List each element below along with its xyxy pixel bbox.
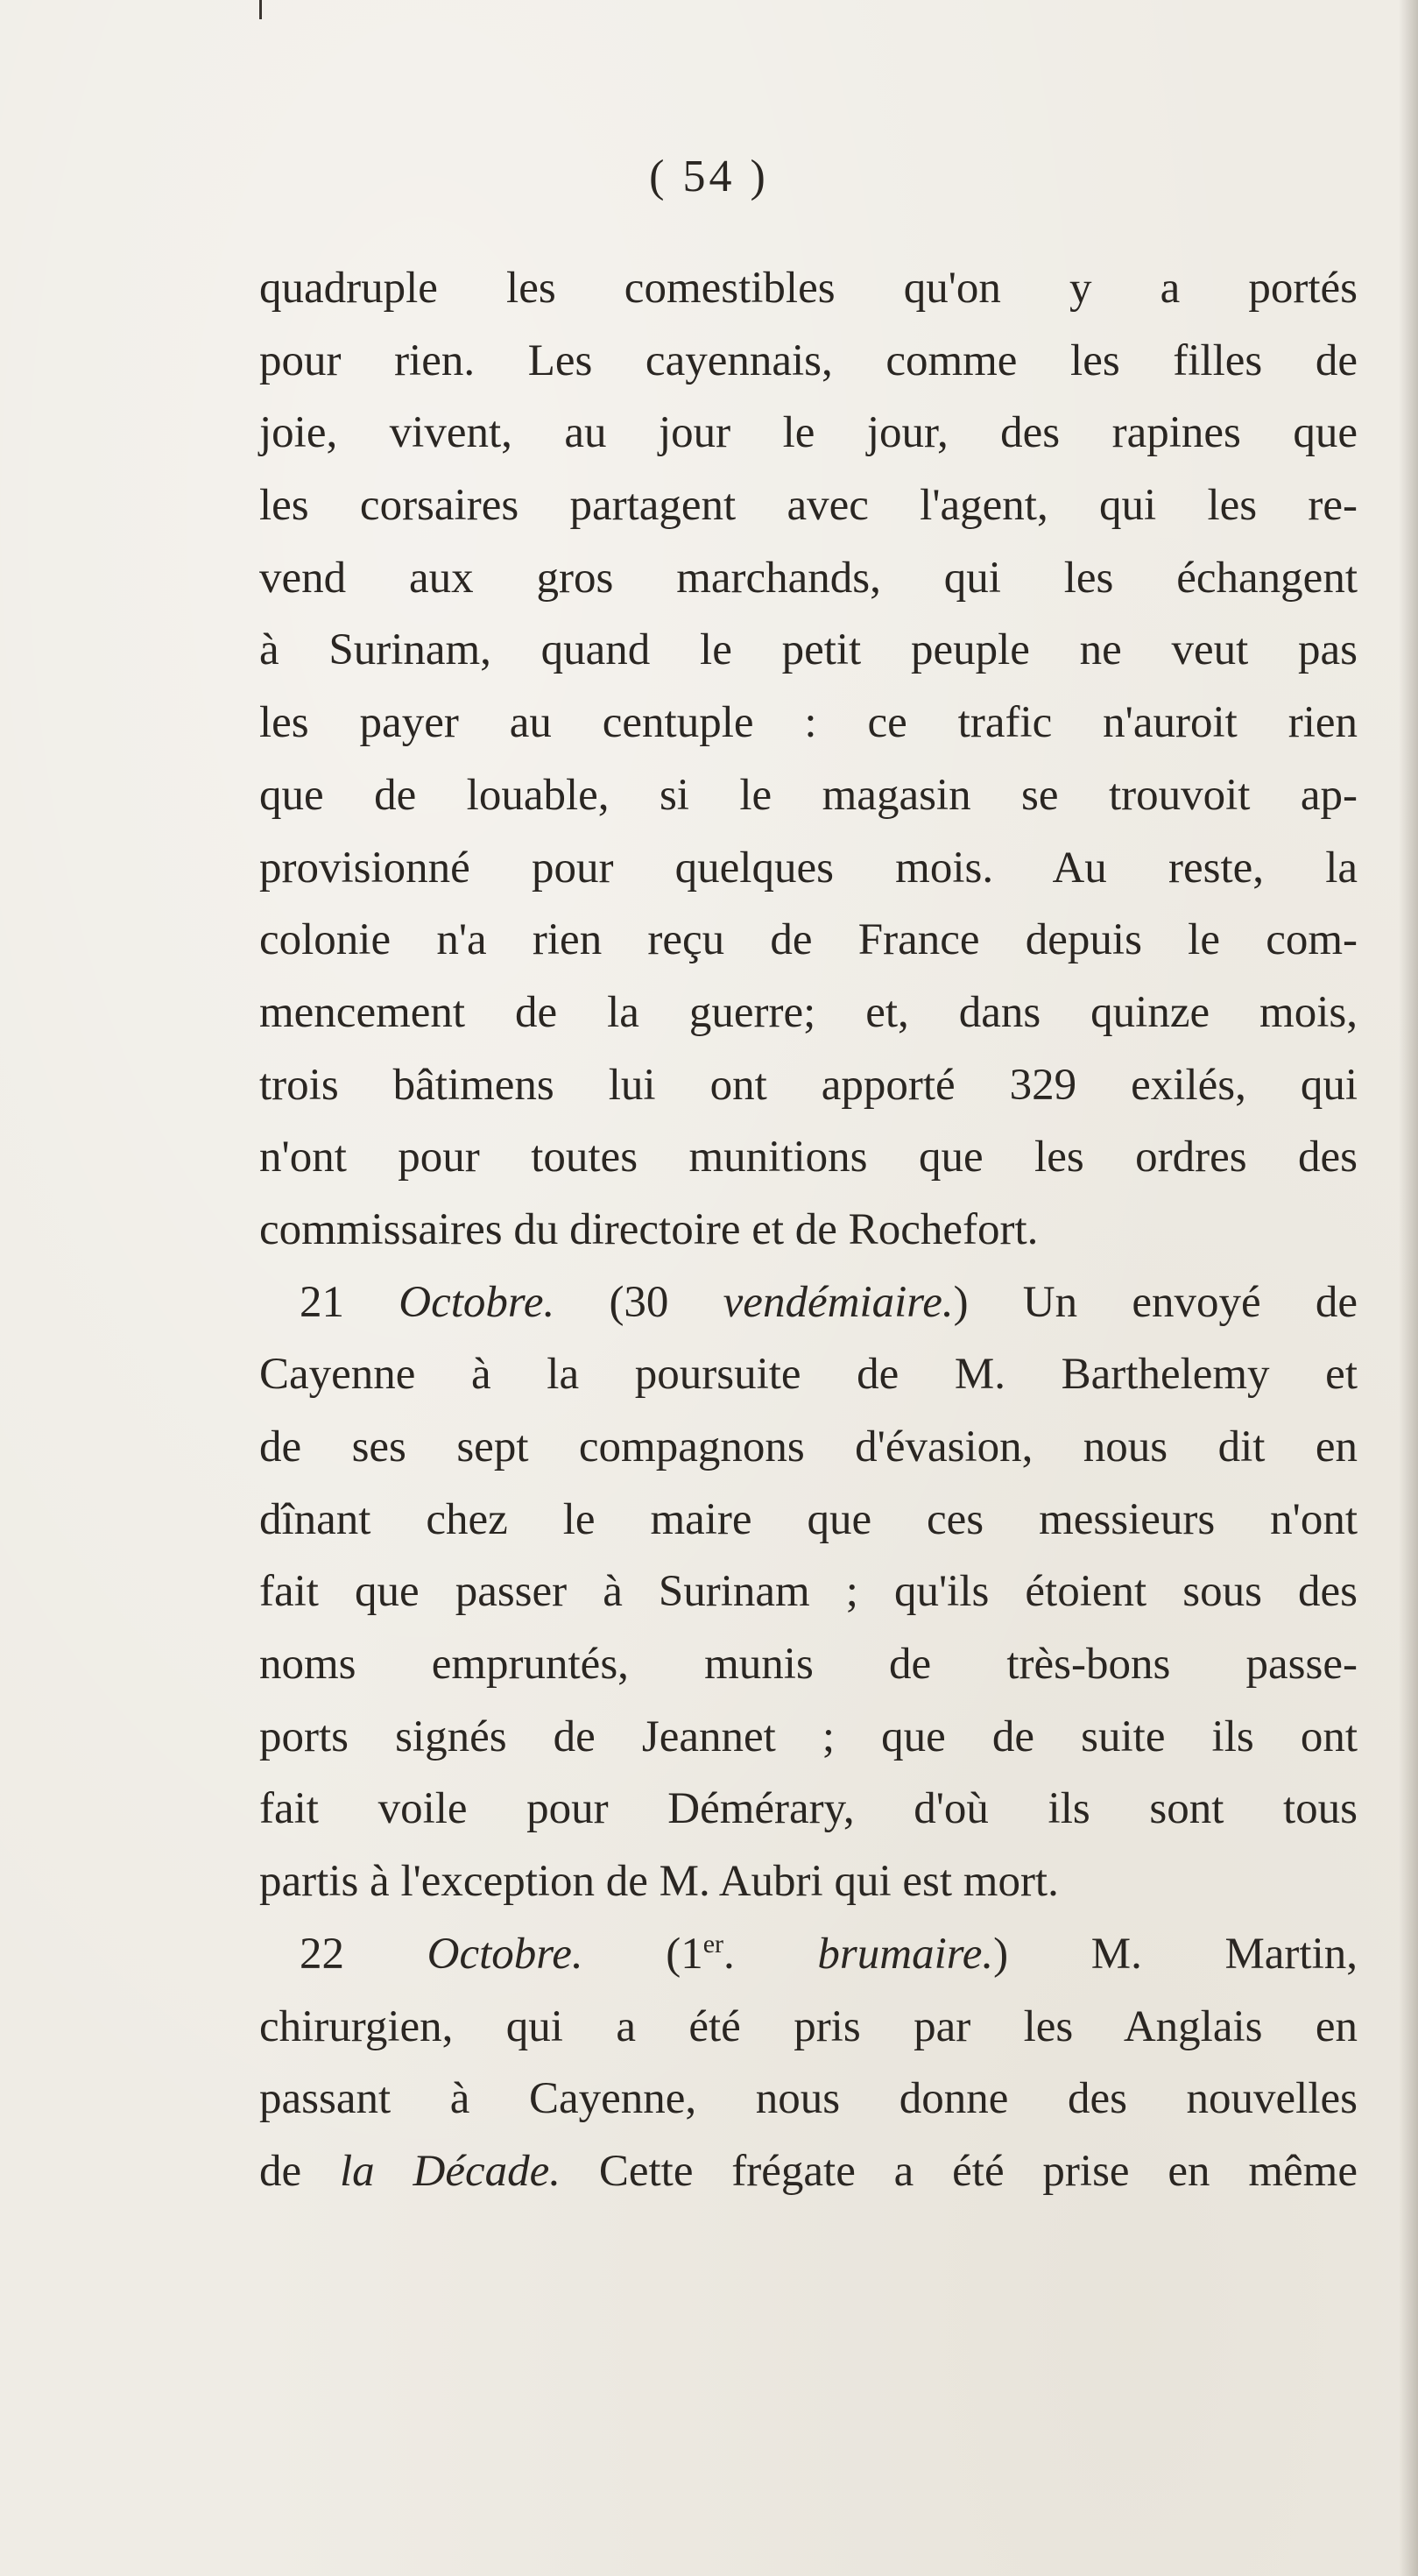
text-segment-italic: Octobre. — [427, 1929, 583, 1979]
body-text — [259, 252, 1358, 2208]
text-segment: ) M. Martin, — [993, 1929, 1358, 1979]
text-line: provisionné pour quelques mois. Au reste, la — [259, 843, 1358, 893]
text-segment: 21 — [300, 1277, 399, 1327]
text-line: trois bâtimens lui ont apporté 329 exilés, qui — [259, 1060, 1358, 1110]
text-line: passant à Cayenne, nous donne des nouvelles — [259, 2074, 1358, 2124]
text-line: vend aux gros marchands, qui les échangent — [259, 553, 1358, 603]
superscript: er — [702, 1929, 724, 1958]
text-segment: ) Un envoyé de — [953, 1277, 1358, 1327]
text-segment: . — [723, 1929, 818, 1979]
text-segment: 22 — [300, 1929, 427, 1979]
text-line: les payer au centuple : ce trafic n'auroit rien — [259, 698, 1358, 748]
text-line: que de louable, si le magasin se trouvoit ap- — [259, 770, 1358, 820]
text-line: chirurgien, qui a été pris par les Anglais en — [259, 2001, 1358, 2051]
page-edge-shadow — [1399, 0, 1418, 2576]
text-line: les corsaires partagent avec l'agent, qui les re- — [259, 481, 1358, 531]
text-line: à Surinam, quand le petit peuple ne veut pas — [259, 625, 1358, 675]
text-line: noms empruntés, munis de très-bons passe- — [259, 1640, 1358, 1690]
text-segment-italic: Octobre. — [399, 1277, 555, 1327]
text-line: ports signés de Jeannet ; que de suite ils ont — [259, 1711, 1358, 1761]
text-line: pour rien. Les cayennais, comme les filles de — [259, 335, 1358, 385]
text-line: colonie n'a rien reçu de France depuis le com- — [259, 915, 1358, 965]
ship-name: la Décade. — [339, 2146, 561, 2196]
text-line: joie, vivent, au jour le jour, des rapines que — [259, 408, 1358, 458]
text-line: partis à l'exception de M. Aubri qui est mort. — [259, 1857, 1059, 1907]
text-segment-italic: vendémiaire. — [723, 1277, 954, 1327]
text-line: Cayenne à la poursuite de M. Barthelemy et — [259, 1350, 1358, 1400]
text-line: n'ont pour toutes munitions que les ordres des — [259, 1133, 1358, 1182]
text-line: mencement de la guerre; et, dans quinze mois, — [259, 987, 1358, 1037]
text-segment: (1 — [582, 1929, 703, 1979]
text-segment: (30 — [554, 1277, 723, 1327]
text-line: quadruple les comestibles qu'on y a portés — [259, 264, 1358, 313]
ink-mark — [259, 0, 262, 19]
text-line: fait voile pour Démérary, d'où ils sont tous — [259, 1784, 1358, 1834]
page-number: ( 54 ) — [649, 152, 769, 201]
text-line: de ses sept compagnons d'évasion, nous dit en — [259, 1422, 1358, 1471]
text-segment-italic: brumaire. — [817, 1929, 994, 1979]
text-line: commissaires du directoire et de Rochefort. — [259, 1204, 1039, 1254]
text-line-with-title — [259, 2135, 1358, 2208]
text-line: dînant chez le maire que ces messieurs n'ont — [259, 1494, 1358, 1544]
entry-line-21-octobre — [259, 1267, 1358, 1339]
entry-line-22-octobre — [259, 1918, 1358, 1991]
text-segment: Cette frégate a été prise en même — [560, 2146, 1358, 2196]
text-line: fait que passer à Surinam ; qu'ils étoient sous des — [259, 1567, 1358, 1617]
text-segment: de — [259, 2146, 340, 2196]
